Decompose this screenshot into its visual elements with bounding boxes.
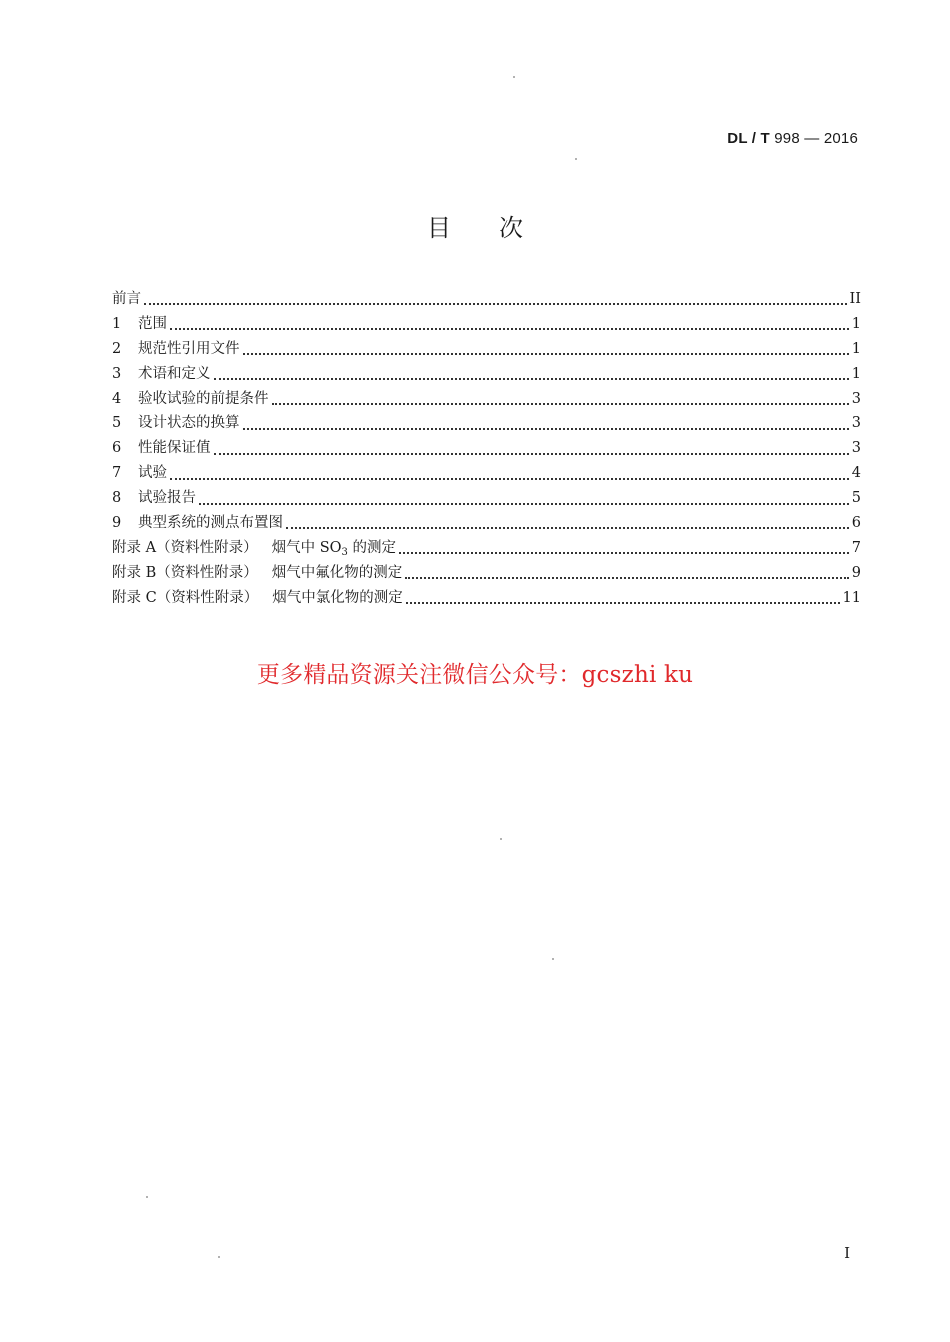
toc-entry-7[interactable] (112, 463, 861, 488)
toc-entry-label: 验收试验的前提条件 (138, 390, 269, 407)
dot-leader (243, 353, 849, 355)
toc-entry-3[interactable] (112, 364, 861, 389)
toc-entry-page: 1 (851, 365, 861, 382)
toc-entry-label: 典型系统的测点布置图 (138, 515, 283, 532)
dot-leader (214, 378, 849, 380)
toc-entry-number: 7 (112, 465, 122, 482)
toc-entry-annex-b[interactable] (112, 563, 861, 588)
toc-entry-annex-a[interactable] (112, 538, 861, 563)
toc-entry-page: 7 (851, 539, 861, 556)
toc-entry-page: 11 (842, 589, 861, 606)
dot-leader (170, 478, 849, 480)
toc-entry-number: 6 (112, 440, 122, 457)
toc-entry-number: 3 (112, 365, 122, 382)
annex-title (272, 538, 396, 558)
title-char-2: 次 (499, 214, 523, 242)
toc-entry-label: 范围 (138, 315, 167, 332)
dot-leader (243, 428, 849, 430)
page-number: I (844, 1244, 850, 1262)
scan-speck (500, 838, 502, 840)
toc-entry-9[interactable] (112, 513, 861, 538)
toc-entry-number: 9 (112, 515, 122, 532)
toc-entry-number: 2 (112, 340, 122, 357)
dot-leader (399, 552, 849, 554)
toc-entry-page: 1 (851, 340, 861, 357)
toc-entry-number: 5 (112, 415, 122, 432)
toc-entry-number: 4 (112, 390, 122, 407)
annex-prefix: 附录 A（资料性附录） (112, 539, 258, 556)
dot-leader (144, 303, 847, 305)
toc-entry-page: 5 (851, 490, 861, 507)
annex-title-text: 烟气中 SO (271, 539, 342, 556)
toc-entry-number: 1 (112, 315, 122, 332)
toc-entry-label: 前言 (112, 291, 141, 307)
dot-leader (214, 453, 849, 455)
document-code-prefix: DL / T (727, 130, 770, 147)
dot-leader (272, 403, 849, 405)
toc-entry-page: 3 (851, 415, 861, 432)
toc-entry-number: 8 (112, 490, 122, 507)
toc-entry-8[interactable] (112, 488, 861, 513)
toc-entry-label: 性能保证值 (138, 440, 211, 457)
toc-entry-label: 术语和定义 (138, 365, 211, 382)
annex-title-suffix: 的测定 (347, 539, 397, 556)
dot-leader (286, 527, 849, 529)
annex-prefix: 附录 B（资料性附录） (112, 564, 258, 581)
toc-entry-page: 6 (851, 515, 861, 532)
scan-speck (552, 958, 554, 960)
title-char-1: 目 (427, 214, 451, 242)
toc-entry-page: 1 (851, 315, 861, 332)
scan-speck (513, 76, 515, 78)
annex-title: 烟气中氯化物的测定 (272, 589, 403, 606)
toc-entry-annex-c[interactable] (112, 588, 861, 613)
toc-entry-page: 3 (851, 440, 861, 457)
toc-entry-2[interactable] (112, 339, 861, 364)
toc-entry-label: 试验 (138, 465, 167, 482)
toc-entry-1[interactable] (112, 314, 861, 339)
scan-speck (575, 158, 577, 160)
dot-leader (406, 602, 840, 604)
annex-title-subscript: 3 (341, 546, 348, 558)
document-code (727, 130, 858, 147)
toc-entry-6[interactable] (112, 438, 861, 463)
table-of-contents (112, 289, 861, 613)
dot-leader (170, 328, 849, 330)
toc-entry-5[interactable] (112, 413, 861, 438)
toc-entry-page: II (849, 291, 861, 307)
scan-speck (146, 1196, 148, 1198)
toc-entry-page: 4 (851, 465, 861, 482)
toc-entry-label: 规范性引用文件 (138, 340, 240, 357)
toc-entry-label: 试验报告 (138, 490, 196, 507)
dot-leader (405, 577, 849, 579)
toc-entry-foreword[interactable] (112, 289, 861, 314)
page-title (0, 208, 950, 243)
scan-speck (218, 1256, 220, 1258)
toc-entry-label: 设计状态的换算 (138, 415, 240, 432)
document-code-number: 998 — 2016 (774, 130, 858, 147)
dot-leader (199, 503, 849, 505)
annex-prefix: 附录 C（资料性附录） (112, 589, 259, 606)
annex-title: 烟气中氟化物的测定 (271, 564, 403, 581)
toc-entry-4[interactable] (112, 389, 861, 414)
promo-banner: 更多精品资源关注微信公众号：gcszhi ku (256, 662, 694, 688)
toc-entry-page: 9 (851, 564, 861, 581)
toc-entry-page: 3 (851, 390, 861, 407)
